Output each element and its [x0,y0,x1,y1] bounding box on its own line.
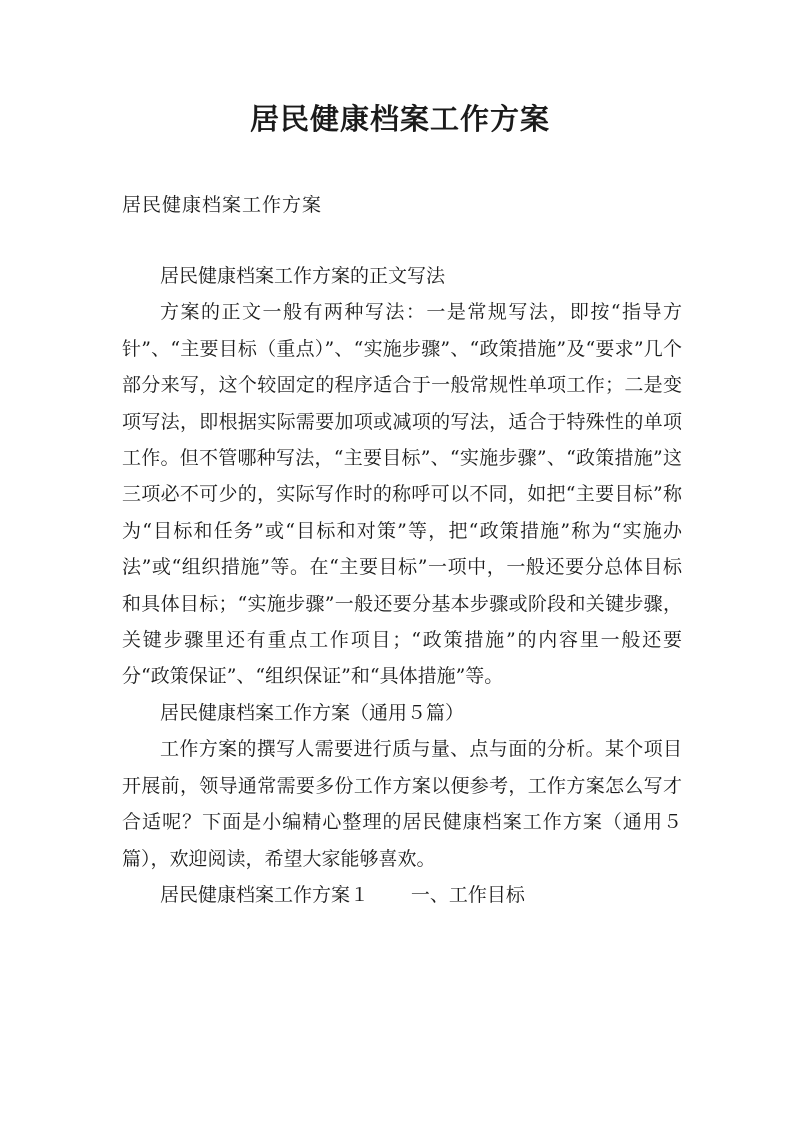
section-heading: 居民健康档案工作方案的正文写法 [160,265,446,287]
section-title: 一、工作目标 [410,883,525,906]
document-subtitle: 居民健康档案工作方案 [122,194,323,216]
last-line [122,877,682,913]
body-paragraph: 方案的正文一般有两种写法：一是常规写法，即按“指导方针”、“主要目标（重点）”、“实施步骤”、“政策措施”及“要求”几个部分来写，这个较固定的程序适合于一般常规性单项工作；二是变项写法，即根据实际需要加项或减项的写法，适合于特殊性的单项工作。但不管哪种写法，“主要目标”、“实施步骤”、“政策措施”这三项必不可少的，实际写作时的称呼可以不同，如把“主要目标”称为“目标和任务”或“目标和对策”等，把“政策措施”称为“实施办法”或“组织措施”等。在“主要目标”一项中，一般还要分总体目标和具体目标；“实施步骤”一般还要分基本步骤或阶段和关键步骤，关键步骤里还有重点工作项目；“政策措施”的内容里一般还要分“政策保证”、“组织保证”和“具体措施”等。 [122,301,682,688]
section-heading: 居民健康档案工作方案（通用５篇） [160,701,465,724]
article-heading: 居民健康档案工作方案１ [160,883,370,906]
body-paragraph: 工作方案的撰写人需要进行质与量、点与面的分析。某个项目开展前，领导通常需要多份工作方案以便参考，工作方案怎么写才合适呢？下面是小编精心整理的居民健康档案工作方案（通用５篇），欢迎阅读，希望大家能够喜欢。 [122,738,682,870]
document-title: 居民健康档案工作方案 [249,102,550,136]
document-body [122,258,682,913]
